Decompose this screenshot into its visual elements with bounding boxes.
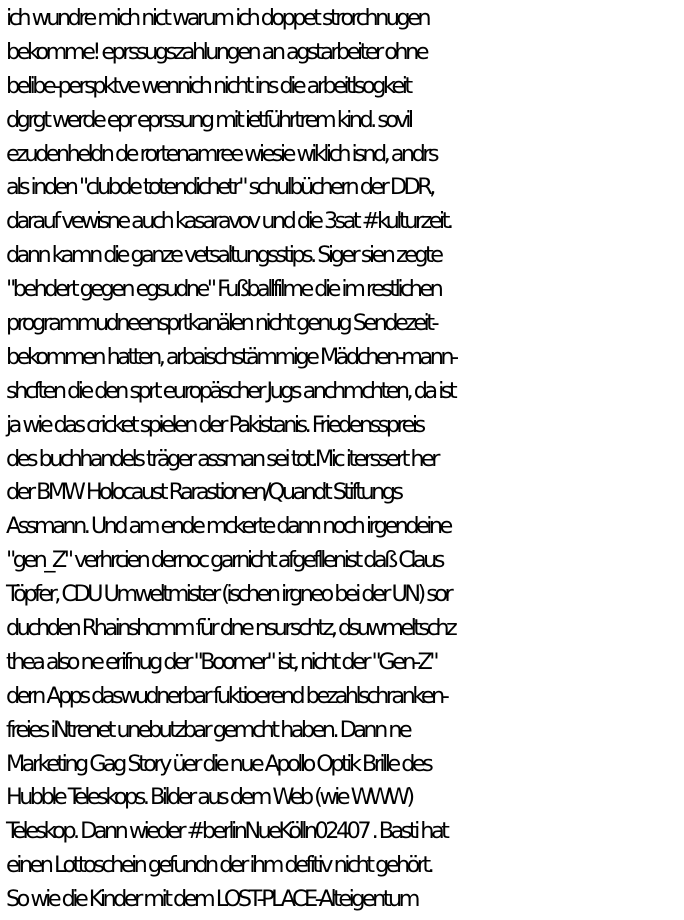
text-body	[6, 2, 682, 917]
text-line: dgrgt werde epr eprssung mit ietführtrem kind. sovil	[6, 106, 411, 133]
text-line: einen Lottoschein gefundn der ihm defitiv nicht gehört.	[6, 852, 432, 879]
text-line: des buchhandels träger assman sei tot.Mic iterssert her	[6, 445, 437, 472]
text-line: thea also ne erifnug der "Boomer" ist, nicht der "Gen-Z"	[6, 648, 437, 675]
text-line: bekomme! eprssugszahlungen an agstarbeiter ohne	[6, 38, 426, 65]
text-line: freies iNtrenet unebutzbar gemcht haben. Dann ne	[6, 716, 410, 743]
text-line: Töpfer, CDU Umweltmister (ischen irgneo bei der UN) sor	[6, 581, 451, 608]
text-line: bekommen hatten, arbaischstämmige Mädchen-mann-	[6, 343, 456, 370]
text-line: als inden "clubde totendichetr" schulbüchern der DDR,	[6, 174, 433, 201]
text-line: "gen_Z" verhrcien dernoc garnicht afgefllenist daß Claus	[6, 547, 442, 574]
text-line: belibe-perspktve wennich nicht ins die arbeitlsogkeit	[6, 72, 410, 99]
text-line: dern Apps daswudnerbar fuktioerend bezahlschranken-	[6, 682, 447, 709]
text-line: dann kamn die ganze vetsaltungsstips. Siger sien zegte	[6, 242, 441, 269]
text-line: Marketing Gag Story üer die nue Apollo Optik Brille des	[6, 750, 431, 777]
text-line: Assmann. Und am ende mckerte dann noch irgendeine	[6, 513, 450, 540]
text-line: "behdert gegen egsudne" Fußballfilme die im restlichen	[6, 276, 441, 303]
text-line: ja wie das cricket spielen der Pakistanis. Friedensspreis	[6, 411, 423, 438]
text-line: So wie die Kinder mit dem LOST-PLACE-Alteigentum	[6, 886, 417, 913]
text-line: der BMW Holocaust Rarastionen/Quandt Stiftungs	[6, 479, 401, 506]
text-line: Hubble Teleskops. Bilder aus dem Web (wie WWW)	[6, 784, 412, 811]
text-line: ich wundre mich nict warum ich doppet strorchnugen	[6, 5, 428, 31]
text-line: programmudneensprtkanälen nicht genug Sendezeit-	[6, 310, 436, 337]
text-line: darauf vewisne auch kasaravov und die 3sat #kulturzeit.	[6, 208, 451, 235]
text-line: Teleskop. Dann wieder #berlinNueKölln02407 . Basti hat	[6, 818, 447, 845]
text-line: shcften die den sprt europäscher Jugs anchmchten, da ist	[6, 377, 455, 404]
text-line: ezudenheldn de rortenamree wiesie wiklich isnd, andrs	[6, 140, 437, 167]
text-line: duchden Rhainshcmm für dne nsurschtz, dsuwmeltschz	[6, 615, 455, 642]
